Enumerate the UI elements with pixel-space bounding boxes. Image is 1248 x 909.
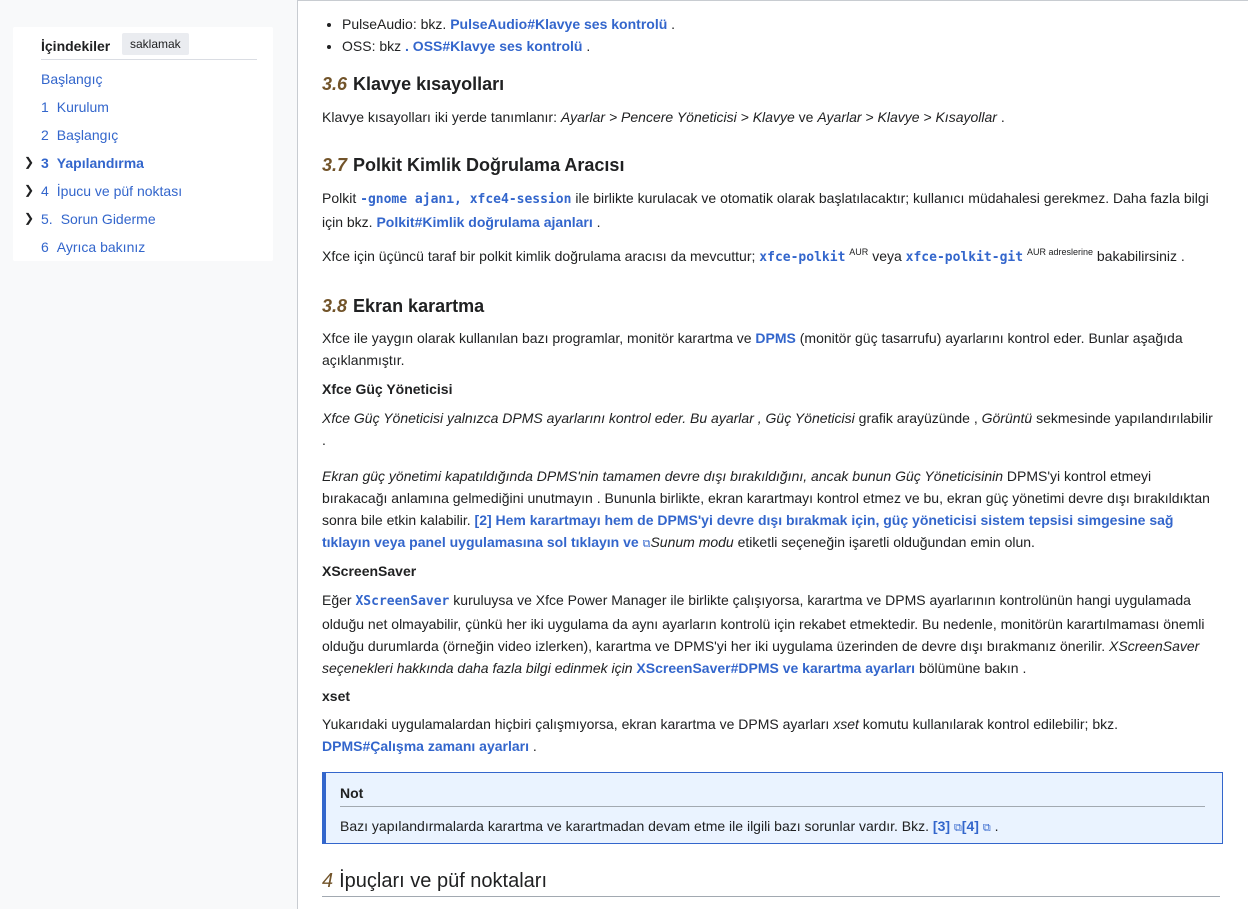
pulseaudio-link[interactable]: PulseAudio#Klavye ses kontrolü bbox=[450, 16, 668, 32]
paragraph bbox=[322, 106, 1222, 128]
list-item-text: . bbox=[671, 16, 676, 32]
text: Bazı yapılandırmalarda karartma ve karartmadan devam etme ile ilgili bazı sorunlar vardır. Bkz. bbox=[340, 818, 930, 834]
toc-item-troubleshooting[interactable] bbox=[41, 211, 156, 227]
text: Polkit bbox=[322, 190, 357, 206]
oss-link[interactable]: . OSS#Klavye ses kontrolü bbox=[405, 38, 583, 54]
toc-item-starting[interactable] bbox=[41, 127, 118, 143]
toc-item-label: Kurulum bbox=[56, 99, 109, 115]
bug-report-link[interactable]: [2] Hem karartmayı hem de DPMS'yi devre dışı bırakmak için, güç yöneticisi sistem tepsisi simgesine sağ bbox=[474, 512, 1174, 528]
toc-item-number: 2 bbox=[41, 127, 49, 143]
toc-hide-button[interactable]: saklamak bbox=[122, 33, 189, 55]
toc-item-see-also[interactable] bbox=[41, 239, 145, 255]
text: . bbox=[596, 214, 601, 230]
paragraph bbox=[322, 713, 1222, 757]
divider bbox=[340, 806, 1205, 807]
text: olduğu net olmayabilir, çünkü her iki uygulama da aynı ayarların kontrolü için rekabet etmektedir. Bu nedenle, monitörün karartılmaması önemli bbox=[322, 616, 1205, 632]
section-heading-3-7 bbox=[322, 152, 1222, 178]
section-number: 3.7 bbox=[322, 155, 348, 175]
toc-item-beginning[interactable] bbox=[41, 71, 102, 87]
package-code[interactable]: -gnome ajanı, xfce4-session bbox=[360, 192, 572, 207]
text: ve bbox=[798, 109, 814, 125]
text: ile birlikte kurulacak ve otomatik olarak başlatılacaktır; kullanıcı müdahalesi gerekmez. Daha fazla bilgi bbox=[575, 190, 1209, 206]
polkit-agents-link[interactable]: Polkit#Kimlik doğrulama ajanları bbox=[376, 214, 593, 230]
text: etiketli seçeneğin işaretli olduğundan emin olun. bbox=[737, 534, 1035, 550]
list-item-text: PulseAudio: bkz. bbox=[342, 16, 447, 32]
toc-item-label: Ayrıca bakınız bbox=[56, 239, 146, 255]
text: Güç Yöneticisi bbox=[765, 410, 855, 426]
text: sonra bile etkin kalabilir. bbox=[322, 512, 471, 528]
toc-item-number: 4 bbox=[41, 183, 49, 199]
aur-badge: AUR bbox=[849, 247, 869, 257]
text: Xfce Güç Yöneticisi yalnızca DPMS ayarlarını kontrol eder. Bu ayarlar , bbox=[322, 410, 762, 426]
toc-item-label: İpucu ve püf noktası bbox=[56, 183, 183, 199]
text: kuruluysa ve Xfce Power Manager ile birlikte çalışıyorsa, karartma ve DPMS ayarlarının kontrolünün hangi uygulamada bbox=[453, 592, 1191, 608]
toc-item-label: Sorun Giderme bbox=[60, 211, 156, 227]
paragraph bbox=[322, 245, 1222, 269]
text: sekmesinde yapılandırılabilir bbox=[1036, 410, 1213, 426]
audio-list bbox=[322, 13, 1222, 57]
subheading-xscreensaver: XScreenSaver bbox=[322, 563, 417, 579]
section-heading-3-6 bbox=[322, 71, 1222, 97]
chevron-right-icon[interactable]: ❯ bbox=[24, 183, 35, 197]
note-title: Not bbox=[340, 785, 364, 801]
list-item bbox=[342, 13, 1222, 35]
text: grafik arayüzünde , bbox=[858, 410, 978, 426]
toc-item-label: Yapılandırma bbox=[56, 155, 144, 171]
text: . bbox=[322, 432, 326, 448]
paragraph bbox=[322, 589, 1222, 679]
text: Xfce için üçüncü taraf bir polkit kimlik doğrulama aracısı da mevcuttur; bbox=[322, 248, 756, 264]
text: veya bbox=[872, 248, 902, 264]
xfce-polkit-link[interactable]: xfce-polkit bbox=[759, 250, 846, 265]
bug-report-link[interactable]: tıklayın veya panel uygulamasına sol tıklayın ve bbox=[322, 534, 639, 550]
text: bölümüne bakın . bbox=[918, 660, 1027, 676]
divider bbox=[298, 0, 1248, 4]
menu-path: Ayarlar > Klavye > Kısayollar bbox=[817, 109, 997, 125]
chevron-right-icon[interactable]: ❯ bbox=[24, 211, 35, 225]
text: Sunum modu bbox=[650, 534, 734, 550]
toc-item-number: 3 bbox=[41, 155, 49, 171]
toc-item-label: Başlangıç bbox=[56, 127, 119, 143]
note-text bbox=[340, 815, 998, 839]
toc-item-label: Başlangıç bbox=[41, 71, 103, 87]
text: . bbox=[1000, 109, 1005, 125]
text: Klavye kısayolları iki yerde tanımlanır: bbox=[322, 109, 557, 125]
paragraph bbox=[322, 327, 1222, 371]
text: XScreenSaver bbox=[1109, 638, 1200, 654]
dpms-link[interactable]: DPMS bbox=[755, 330, 796, 346]
xscreensaver-link[interactable]: XScreenSaver bbox=[355, 594, 450, 609]
section-heading-4 bbox=[322, 866, 1220, 897]
paragraph bbox=[322, 187, 1222, 233]
text: komutu kullanılarak kontrol edilebilir; bkz. bbox=[862, 716, 1119, 732]
list-item-text: OSS: bkz bbox=[342, 38, 402, 54]
paragraph bbox=[322, 407, 1222, 451]
text: Eğer bbox=[322, 592, 352, 608]
text: Xfce ile yaygın olarak kullanılan bazı programlar, monitör karartma ve bbox=[322, 330, 752, 346]
menu-path: Ayarlar > Pencere Yöneticisi > Klavye bbox=[560, 109, 795, 125]
text: için bkz. bbox=[322, 214, 373, 230]
list-item-text: . bbox=[586, 38, 591, 54]
toc-item-configuration[interactable] bbox=[41, 155, 144, 171]
text: bırakacağı anlamına gelmediğini unutmayın . Bununla birlikte, ekran karartmayı kontrol etmez ve bu, ekran güç yönetimi devre dışı bırakıldıktan bbox=[322, 490, 1210, 506]
paragraph bbox=[322, 465, 1222, 555]
text: açıklanmıştır. bbox=[322, 352, 405, 368]
external-link-icon: ⧉ bbox=[982, 822, 991, 834]
text: Ekran güç yönetimi kapatıldığında DPMS'nin tamamen devre dışı bırakıldığını, ancak bunun Güç Yöneticisinin bbox=[322, 468, 1004, 484]
text: Görüntü bbox=[981, 410, 1033, 426]
toc-item-number: 6 bbox=[41, 239, 49, 255]
section-title: İpuçları ve püf noktaları bbox=[339, 870, 548, 892]
section-number: 4 bbox=[322, 870, 334, 892]
toc-item-number: 1 bbox=[41, 99, 49, 115]
subheading-xset: xset bbox=[322, 688, 351, 704]
text: olduğu durumlarda (örneğin video izlerken), karartma ve DPMS'yi her iki uygulama üzerinden de devre dışı bırakmanız önerilir. bbox=[322, 638, 1106, 654]
section-number: 3.8 bbox=[322, 296, 348, 316]
xfce-polkit-git-link[interactable]: xfce-polkit-git bbox=[905, 250, 1024, 265]
section-number: 3.6 bbox=[322, 74, 348, 94]
xscreensaver-dpms-link[interactable]: XScreenSaver#DPMS ve karartma ayarları bbox=[636, 660, 916, 676]
note-box bbox=[322, 772, 1223, 844]
text: Yukarıdaki uygulamalardan hiçbiri çalışmıyorsa, ekran karartma ve DPMS ayarları bbox=[322, 716, 830, 732]
text: DPMS'yi kontrol etmeyi bbox=[1006, 468, 1152, 484]
section-title: Ekran karartma bbox=[353, 296, 485, 316]
text: seçenekleri hakkında daha fazla bilgi edinmek için bbox=[322, 660, 633, 676]
section-title: Klavye kısayolları bbox=[353, 74, 505, 94]
dpms-runtime-link[interactable]: DPMS#Çalışma zamanı ayarları bbox=[322, 738, 529, 754]
subheading-xfce-power-manager: Xfce Güç Yöneticisi bbox=[322, 381, 453, 397]
toc-header bbox=[41, 33, 257, 60]
text: (monitör güç tasarrufu) ayarlarını kontrol eder. Bunlar aşağıda bbox=[799, 330, 1183, 346]
section-heading-3-8 bbox=[322, 293, 1222, 319]
external-link-icon: ⧉ bbox=[953, 822, 962, 834]
list-item bbox=[342, 35, 1222, 57]
section-title: Polkit Kimlik Doğrulama Aracısı bbox=[353, 155, 625, 175]
chevron-right-icon[interactable]: ❯ bbox=[24, 155, 35, 169]
toc-item-tips[interactable] bbox=[41, 183, 182, 199]
aur-badge: AUR adreslerine bbox=[1026, 247, 1093, 257]
text: . bbox=[532, 738, 537, 754]
table-of-contents bbox=[13, 27, 273, 261]
toc-item-installation[interactable] bbox=[41, 99, 109, 115]
external-link-icon: ⧉ bbox=[642, 538, 651, 550]
article-content bbox=[297, 0, 1248, 909]
toc-item-number: 5. bbox=[41, 211, 53, 227]
ref-link-3[interactable]: [3] bbox=[932, 818, 951, 834]
text: . bbox=[994, 818, 999, 834]
text: xset bbox=[833, 716, 859, 732]
ref-link-4[interactable]: [4] bbox=[961, 818, 979, 834]
toc-title: İçindekiler bbox=[41, 38, 111, 54]
text: bakabilirsiniz . bbox=[1096, 248, 1185, 264]
